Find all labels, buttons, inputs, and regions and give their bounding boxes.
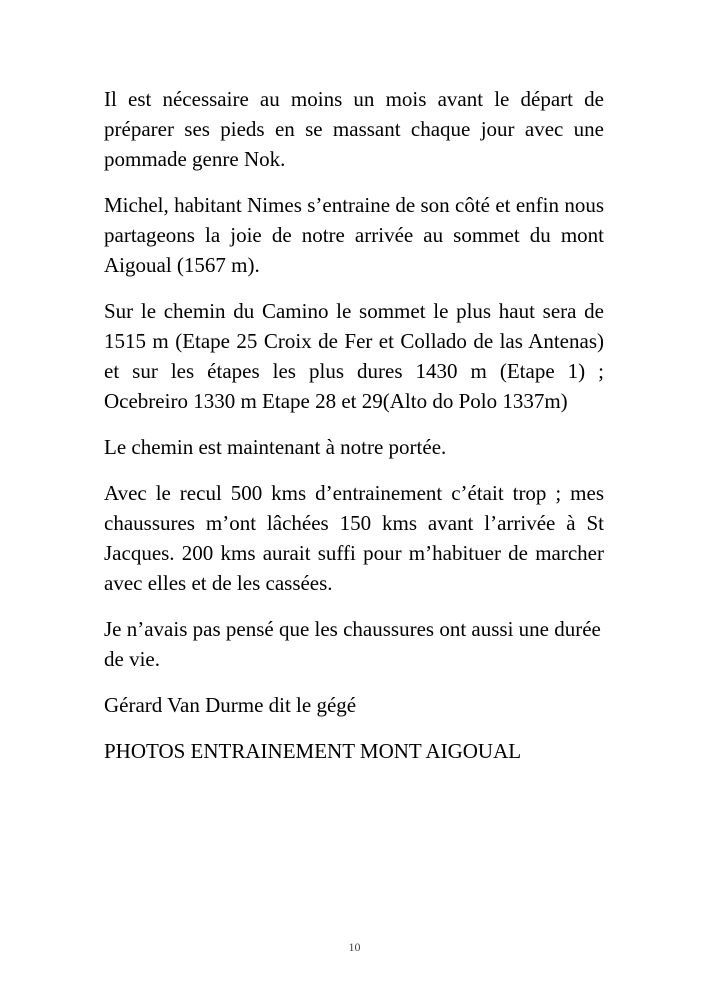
paragraph-path-within-reach: Le chemin est maintenant à notre portée.	[104, 435, 447, 459]
paragraph-camino-summits: Sur le chemin du Camino le sommet le plus haut sera de 1515 m (Etape 25 Croix de Fer et Collado de las Antenas) et sur les étapes les plus dures 1430 m (Etape 1) ; Ocebreiro 1330 m Etape 28 et 29(Alto do Polo 1337m)	[104, 299, 604, 413]
author-signature: Gérard Van Durme dit le gégé	[104, 693, 357, 717]
page-number: 10	[348, 940, 361, 954]
document-body	[104, 84, 604, 782]
paragraph-feet-preparation: Il est nécessaire au moins un mois avant le départ de préparer ses pieds en se massant chaque jour avec une pommade genre Nok.	[104, 87, 604, 171]
paragraph-training-hindsight: Avec le recul 500 kms d’entrainement c’était trop ; mes chaussures m’ont lâchées 150 kms avant l’arrivée à St Jacques. 200 kms aurait suffi pour m’habituer de marcher avec elles et de les cassées.	[104, 481, 604, 595]
photos-heading: PHOTOS ENTRAINEMENT MONT AIGOUAL	[104, 739, 522, 763]
paragraph-shoes-lifespan: Je n’avais pas pensé que les chaussures ont aussi une durée de vie.	[104, 617, 601, 671]
paragraph-mont-aigoual: Michel, habitant Nimes s’entraine de son côté et enfin nous partageons la joie de notre arrivée au sommet du mont Aigoual (1567 m).	[104, 193, 604, 277]
